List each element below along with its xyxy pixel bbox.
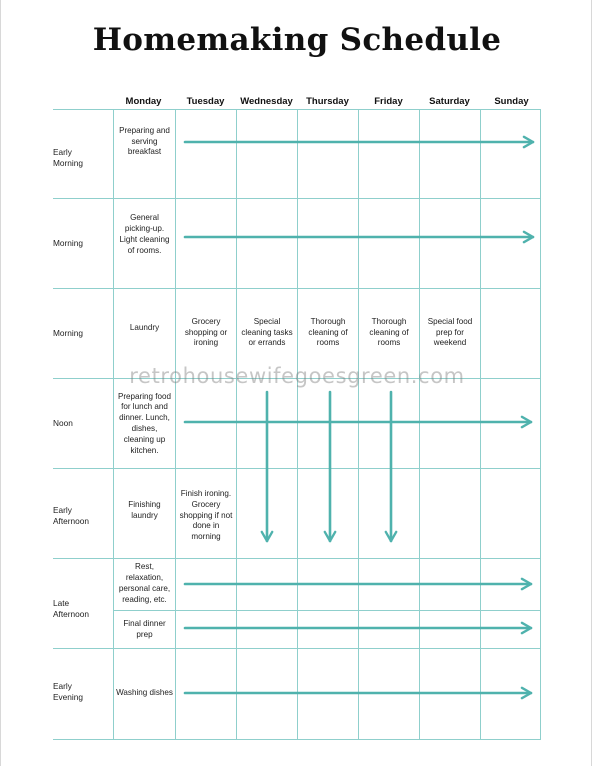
row-label-morning-2: Morning bbox=[53, 327, 83, 338]
day-header-monday: Monday bbox=[125, 96, 162, 107]
day-header-sunday: Sunday bbox=[494, 96, 529, 107]
cell-morning2-tuesday: Grocery shopping or ironing bbox=[184, 316, 228, 348]
day-header-friday: Friday bbox=[374, 96, 403, 107]
row-label-early-afternoon: Early Afternoon bbox=[53, 505, 89, 526]
page-title: Homemaking Schedule bbox=[92, 22, 502, 58]
cell-morning-monday: General picking-up. Light cleaning of rooms. bbox=[119, 213, 170, 255]
cell-morning2-wednesday: Special cleaning tasks or errands bbox=[241, 316, 293, 348]
day-header-tuesday: Tuesday bbox=[186, 96, 225, 107]
cell-late-afternoon-monday-b: Final dinner prep bbox=[123, 619, 166, 639]
cell-morning2-saturday: Special food prep for weekend bbox=[427, 316, 473, 348]
day-header-wednesday: Wednesday bbox=[240, 96, 293, 107]
cell-early-afternoon-tuesday: Finish ironing. Grocery shopping if not done in morning bbox=[179, 489, 233, 542]
cell-morning2-thursday: Thorough cleaning of rooms bbox=[308, 316, 348, 348]
day-header-saturday: Saturday bbox=[429, 96, 470, 107]
cell-morning2-monday: Laundry bbox=[129, 322, 160, 332]
cell-noon-monday: Preparing food for lunch and dinner. Lunch, dishes, cleaning up kitchen. bbox=[117, 391, 172, 455]
row-label-noon: Noon bbox=[53, 417, 73, 428]
row-label-early-evening: Early Evening bbox=[53, 681, 83, 702]
watermark: retrohousewifegoesgreen.com bbox=[129, 364, 465, 388]
schedule-arrows bbox=[1, 0, 592, 766]
cell-late-afternoon-monday-a: Rest, relaxation, personal care, reading, etc. bbox=[118, 562, 171, 604]
cell-early-evening-monday: Washing dishes bbox=[116, 687, 173, 697]
row-label-morning: Morning bbox=[53, 237, 83, 248]
row-label-late-afternoon: Late Afternoon bbox=[53, 598, 89, 619]
cell-early-afternoon-monday: Finishing laundry bbox=[128, 500, 161, 520]
cell-morning2-friday: Thorough cleaning of rooms bbox=[369, 316, 409, 348]
row-label-early-morning: Early Morning bbox=[53, 147, 83, 168]
cell-early-morning-monday: Preparing and serving breakfast bbox=[119, 125, 170, 157]
day-header-thursday: Thursday bbox=[306, 96, 349, 107]
